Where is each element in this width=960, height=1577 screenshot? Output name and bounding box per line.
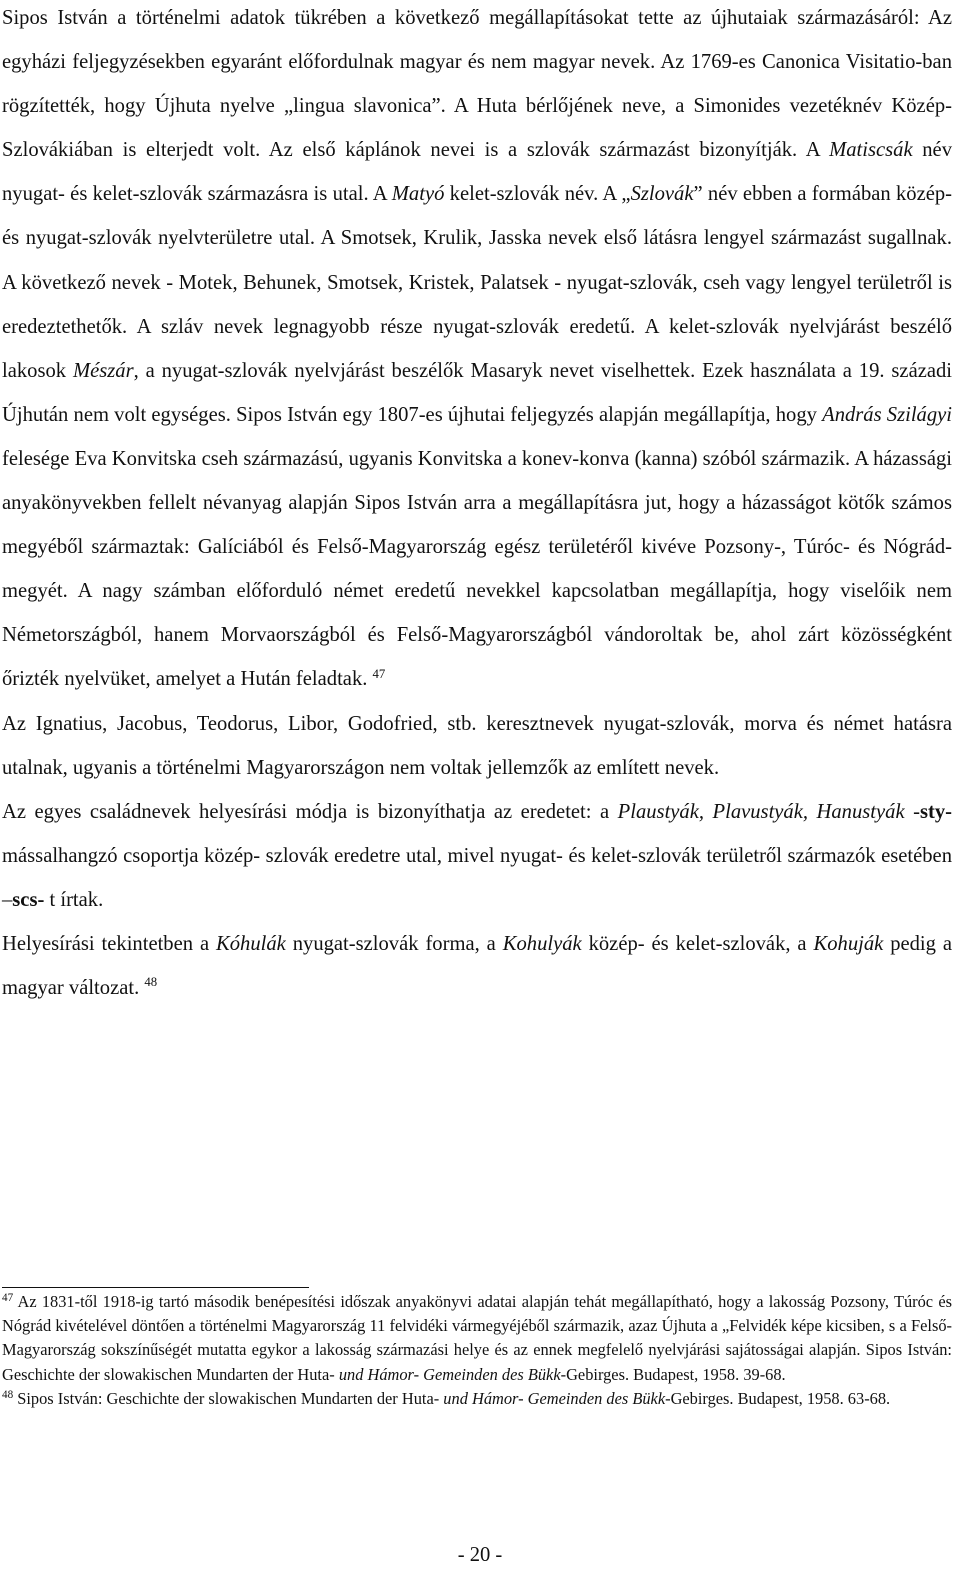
text-run: Helyesírási tekintetben a [2,932,217,955]
text-run: mássalhangzó csoportja közép- szlovák eredetre utal, mivel nyugat- és kelet-szlovák területről származók esetében – [2,844,952,911]
footnote-number: 47 [2,1291,14,1304]
footnote-text: Az 1831-től 1918-ig tartó második benépesítési időszak anyakönyvi adatai alapján tehát megállapítható, hogy a lakosság Pozsony, Túróc és Nógrád kivételével döntően a történelmi Magyarország 11 felvidéki vármegyéjéből származik, azaz Újhuta a „Felvidék képe kicsiben, s a Felső-Magyarország sokszínűségét mutatta egykor a lakosság származási helye és az ennek megfelelő nyelvjárási sajátosságai alapján. Sipos István: Geschichte der slowakischen Mundarten der Huta- [2,1292,952,1384]
italic-name: Kohuják [813,932,884,955]
footnote-separator [2,1287,309,1288]
page-number: - 20 - [457,1544,503,1566]
italic-name: Szlovák [630,183,694,206]
footnote-text: Gebirges. Budapest, 1958. 63-68. [670,1388,891,1408]
text-run: nyugat-szlovák forma, a [285,932,503,955]
text-run: , a nyugat-szlovák nyelvjárást beszélők Masaryk nevet viselhettek. Ezek használata a 19. századi Újhután nem volt egységes. Sipos István egy 1807-es újhutai feljegyzés alapján megállapítja, hogy [2,359,953,426]
bold-letters: sty- [919,800,952,823]
text-run: Az egyes családnevek helyesírási módja is bizonyíthatja az eredetet: a [2,800,618,823]
footnote-48 [2,1387,952,1411]
footnote-reference-47[interactable]: 47 [372,666,386,681]
italic-name: Matiscsák [829,139,913,162]
bold-letters: scs- [12,888,45,911]
footnote-italic: und Hámor- Gemeinden des Bükk- [338,1364,567,1384]
italic-name: Plaustyák, Plavustyák, Hanustyák [617,800,905,823]
text-run: ” név ebben a formában közép- és nyugat-szlovák nyelvterületre utal. A Smotsek, Krulik, Jasska nevek első látásra lengyel származást sugallnak. A következő nevek - Motek, Behunek, Smotsek, Kristek, Palatsek - nyugat-szlovák, cseh vagy lengyel területről is eredeztethetők. A szláv nevek legnagyobb része nyugat-szlovák eredetű. A kelet-szlovák nyelvjárást beszélő lakosok [2,183,953,382]
text-run: közép- és kelet-szlovák, a [581,932,814,955]
italic-name: Kohulyák [502,932,582,955]
paragraph-1 [2,0,952,702]
text-run: Sipos István a történelmi adatok tükrében a következő megállapításokat tette az újhutaiak származásáról: Az egyházi feljegyzésekben egyaránt előfordulnak magyar és nem magyar nevek. Az 1769-es Canonica Visitatio-ban rögzítették, hogy Újhuta nyelve „lingua slavonica”. A Huta bérlőjének neve, a Simonides vezetéknév Közép-Szlovákiában is elterjedt volt. Az első káplánok nevei is a szlovák származást bizonyítják. A [2,7,952,162]
footnote-47 [2,1290,952,1387]
body-text [2,0,952,1010]
italic-name: Mészár [72,359,134,382]
text-run: pedig a magyar változat. [2,932,952,1000]
text-run: t írtak. [44,888,104,911]
footnote-reference-48[interactable]: 48 [144,975,158,990]
paragraph-4 [2,922,952,1010]
italic-name: Kóhulák [216,932,286,955]
paragraph-2: Az Ignatius, Jacobus, Teodorus, Libor, Godofried, stb. keresztnevek nyugat-szlovák, morva és német hatásra utalnak, ugyanis a történelmi Magyarországon nem voltak jellemzők az említett nevek. [2,712,952,779]
footnotes [2,1290,952,1411]
italic-name: András Szilágyi [822,403,953,426]
footnote-text: Sipos István: Geschichte der slowakischen Mundarten der Huta- [13,1388,444,1408]
footnote-italic: und Hámor- Gemeinden des Bükk- [443,1388,671,1408]
text-run: név nyugat- és kelet-szlovák származásra is utal. A [2,139,952,206]
italic-name: Matyó [391,183,445,206]
footnote-number: 48 [2,1388,14,1401]
paragraph-3 [2,790,952,922]
footnote-text: Gebirges. Budapest, 1958. 39-68. [566,1364,786,1384]
text-run: kelet-szlovák név. A „ [444,183,631,206]
text-run: - [904,800,920,823]
text-run: felesége Eva Konvitska cseh származású, ugyanis Konvitska a konev-konva (kanna) szóból származik. A házassági anyakönyvekben fellelt névanyag alapján Sipos István arra a megállapításra jut, hogy a házasságot kötők számos megyéből származtak: Galíciából és Felső-Magyarország egész területéről kivéve Pozsony-, Túróc- és Nógrád-megyét. A nagy számban előforduló német eredetű nevekkel kapcsolatban megállapítja, hogy viselőik nem Németországból, hanem Morvaországból és Felső-Magyarországból vándoroltak be, ahol zárt közösségként őrizték nyelvüket, amelyet a Hután feladtak. [2,447,952,691]
